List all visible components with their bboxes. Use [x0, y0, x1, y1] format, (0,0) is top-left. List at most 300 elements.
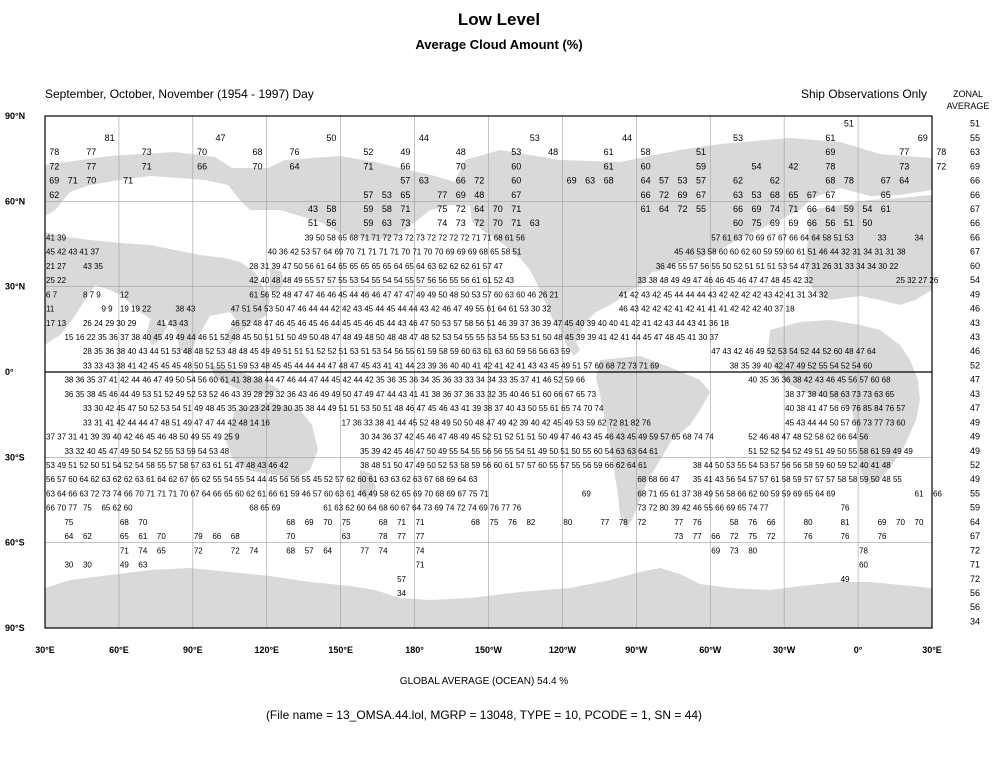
cloud-value-run: 66 — [933, 489, 942, 499]
cloud-value: 75 — [437, 204, 448, 214]
cloud-value: 66 — [197, 161, 208, 172]
cloud-value: 69 — [49, 175, 60, 186]
cloud-value: 73 — [899, 161, 910, 172]
cloud-value-run: 61 — [914, 489, 924, 499]
cloud-value: 69 — [825, 147, 836, 158]
cloud-value: 74 — [437, 218, 448, 229]
cloud-value: 67 — [825, 189, 836, 200]
cloud-value: 59 — [363, 204, 374, 214]
cloud-value: 44 — [622, 132, 633, 143]
cloud-value-run: 76 — [840, 532, 850, 542]
cloud-value: 47 — [215, 132, 226, 143]
cloud-value: 57 — [659, 175, 670, 186]
cloud-value-run: 77 — [360, 546, 370, 556]
longitude-label: 120°E — [254, 645, 280, 655]
zonal-average-value: 49 — [969, 474, 981, 485]
cloud-value: 53 — [677, 175, 688, 186]
cloud-value-run: 75 — [748, 532, 758, 542]
cloud-value: 61 — [880, 204, 891, 214]
cloud-value: 53 — [529, 132, 540, 143]
cloud-value: 71 — [511, 204, 522, 214]
cloud-value: 74 — [769, 204, 780, 214]
cloud-value: 77 — [86, 147, 97, 158]
cloud-value-run: 72 — [766, 532, 776, 542]
cloud-value-run: 75 — [489, 517, 499, 527]
cloud-value-run: 74 — [138, 546, 148, 556]
cloud-value: 72 — [936, 161, 947, 172]
cloud-value-run: 77 — [415, 532, 425, 542]
cloud-value-run: 36 46 55 57 56 55 50 52 51 51 51 53 54 47 31 26 31 33 34 34 30 22 — [655, 261, 899, 271]
cloud-value-run: 65 — [156, 546, 166, 556]
cloud-value-run: 25 32 27 26 — [896, 276, 939, 286]
cloud-value: 62 — [49, 189, 60, 200]
longitude-label: 30°E — [922, 645, 942, 655]
cloud-value-run: 33 33 43 38 41 42 45 45 45 48 50 51 55 51 59 53 48 45 45 44 44 44 47 48 47 45 43 41 41 44 23 39 36 40 40 41 42 41 42 41 43 43 45 49 51 57 60 68 72 73 71 69 — [82, 361, 660, 371]
cloud-value-run: 68 — [378, 517, 388, 527]
cloud-value-run: 77 — [692, 532, 702, 542]
cloud-value: 78 — [825, 161, 836, 172]
cloud-value-run: 45 46 53 58 60 60 62 60 59 59 60 61 51 46 44 32 31 34 31 31 38 — [674, 247, 906, 257]
longitude-label: 150°E — [328, 645, 353, 655]
cloud-value-run: 39 50 58 65 68 71 71 72 73 72 73 72 72 72 72 71 71 68 61 56 — [304, 233, 525, 243]
cloud-value-run: 66 — [212, 532, 222, 542]
zonal-average-value: 63 — [969, 147, 981, 158]
cloud-value-run: 47 43 42 46 49 52 53 54 52 44 52 60 48 47 64 — [711, 347, 876, 357]
cloud-value-run: 52 46 48 47 48 52 58 62 66 64 56 — [748, 432, 869, 442]
cloud-value: 69 — [769, 218, 780, 229]
cloud-value: 64 — [640, 175, 651, 186]
cloud-value-run: 38 36 35 37 41 42 44 46 47 49 50 54 56 60 61 41 38 38 44 47 46 44 47 44 45 42 44 42 35 36 35 36 34 35 36 33 33 34 34 33 35 37 41 46 52 59 66 — [64, 375, 585, 385]
cloud-value: 71 — [511, 218, 522, 229]
latitude-label: 60°N — [5, 196, 26, 207]
cloud-value-run: 42 40 48 48 49 55 57 57 55 53 54 55 54 54 55 57 56 56 55 56 61 61 52 43 — [249, 276, 514, 286]
cloud-value-run: 71 — [415, 560, 425, 570]
cloud-value-run: 73 72 80 39 42 46 55 66 69 65 74 77 — [637, 503, 769, 513]
cloud-value: 48 — [474, 189, 485, 200]
zonal-average-value: 43 — [969, 332, 981, 342]
zonal-average-value: 47 — [969, 403, 981, 414]
cloud-value-run: 61 63 62 60 64 68 60 67 64 73 69 74 72 74 69 76 77 76 — [323, 503, 522, 513]
cloud-value: 64 — [825, 204, 836, 214]
cloud-value: 48 — [455, 147, 466, 158]
cloud-value: 44 — [418, 132, 429, 143]
cloud-value: 61 — [603, 147, 614, 158]
cloud-value: 67 — [806, 189, 817, 200]
cloud-value: 53 — [381, 189, 392, 200]
cloud-value-run: 75 — [341, 517, 351, 527]
cloud-value: 67 — [880, 175, 891, 186]
cloud-value-run: 40 35 36 36 38 42 43 46 45 56 57 60 68 — [748, 375, 891, 385]
cloud-value: 59 — [696, 161, 707, 172]
cloud-value: 61 — [603, 161, 614, 172]
cloud-value: 54 — [751, 161, 762, 172]
cloud-value-run: 68 65 69 — [249, 503, 281, 513]
cloud-value: 65 — [880, 189, 891, 200]
cloud-value-run: 70 — [896, 517, 905, 527]
cloud-value-run: 72 — [230, 546, 240, 556]
cloud-value-run: 15 16 22 35 36 37 38 40 45 49 49 44 46 51 52 48 45 50 51 51 50 49 50 48 47 48 49 48 50 48 48 47 48 52 53 54 55 55 53 54 55 53 51 50 48 45 39 39 41 42 41 44 45 47 48 45 41 30 37 — [64, 333, 719, 342]
cloud-value-run: 38 43 — [175, 304, 196, 314]
cloud-value-run: 11 — [46, 304, 55, 314]
zonal-average-value: 66 — [969, 232, 981, 243]
cloud-value-run: 45 43 44 44 50 57 66 73 77 73 60 — [785, 418, 906, 428]
cloud-value-run: 78 — [618, 517, 628, 527]
longitude-label: 90°W — [625, 645, 648, 655]
cloud-value: 76 — [289, 147, 300, 158]
cloud-value: 66 — [806, 218, 817, 229]
cloud-value: 68 — [252, 147, 263, 158]
cloud-value-run: 68 71 65 61 37 38 49 56 58 66 62 60 59 59 69 65 64 69 — [637, 489, 836, 499]
cloud-value-run: 80 — [803, 517, 813, 527]
cloud-value: 66 — [400, 161, 411, 172]
season-label: September, October, November (1954 - 1997) Day — [45, 87, 314, 101]
zonal-average-value: 47 — [969, 374, 981, 385]
cloud-value-run: 82 — [526, 517, 536, 527]
cloud-value-run: 35 41 43 56 54 57 57 61 58 59 57 57 57 58 58 59 50 48 55 — [692, 475, 902, 485]
cloud-value: 57 — [400, 175, 411, 186]
cloud-value-run: 38 44 50 53 55 54 53 57 56 56 58 59 60 59 52 40 41 48 — [692, 461, 891, 470]
cloud-value: 62 — [769, 175, 780, 186]
longitude-label: 30°W — [773, 645, 796, 655]
cloud-value-run: 66 — [711, 532, 721, 542]
zonal-average-value: 43 — [969, 388, 981, 399]
cloud-value: 50 — [862, 218, 873, 229]
latitude-label: 90°S — [5, 623, 25, 633]
cloud-value: 69 — [917, 132, 928, 143]
zonal-average-value: 66 — [969, 218, 981, 229]
cloud-value-run: 38 35 39 40 42 47 49 52 55 54 52 54 60 — [729, 361, 873, 371]
cloud-value-run: 34 — [397, 589, 407, 598]
zonal-average-value: 46 — [969, 303, 981, 314]
cloud-value: 66 — [732, 204, 743, 214]
cloud-value-run: 80 — [748, 546, 758, 556]
cloud-value-run: 17 13 — [46, 318, 67, 328]
cloud-value: 71 — [141, 161, 152, 172]
cloud-value-run: 70 — [138, 517, 148, 527]
cloud-value-run: 30 — [64, 560, 74, 570]
cloud-value: 69 — [677, 189, 688, 200]
zonal-average-value: 54 — [969, 275, 981, 286]
cloud-value: 67 — [696, 189, 707, 200]
cloud-value: 65 — [400, 189, 411, 200]
cloud-value: 56 — [326, 218, 337, 229]
cloud-value-run: 70 — [323, 517, 333, 527]
zonal-average-value: 52 — [969, 360, 981, 371]
cloud-value-run: 62 — [82, 532, 92, 542]
cloud-value: 62 — [732, 175, 743, 186]
cloud-value-run: 65 62 60 — [101, 503, 133, 513]
cloud-value: 67 — [511, 189, 522, 200]
cloud-value: 61 — [825, 132, 836, 143]
global-average: GLOBAL AVERAGE (OCEAN) 54.4 % — [399, 676, 569, 687]
cloud-value: 66 — [455, 175, 466, 186]
cloud-value: 51 — [843, 118, 854, 129]
zonal-header-line-1: ZONAL — [952, 89, 983, 99]
longitude-label: 120°W — [548, 645, 576, 655]
longitude-label: 30°E — [35, 645, 55, 655]
cloud-value: 56 — [825, 218, 836, 229]
zonal-average-value: 49 — [969, 417, 981, 428]
cloud-value-run: 63 — [341, 532, 351, 542]
zonal-average-value: 52 — [969, 460, 981, 470]
cloud-value-run: 41 42 43 42 45 44 44 44 43 42 42 42 42 43 42 41 31 34 32 — [618, 290, 828, 300]
cloud-value: 69 — [751, 204, 762, 214]
zonal-average-value: 46 — [969, 346, 981, 357]
cloud-value-run: 75 — [82, 503, 92, 513]
cloud-value-run: 38 37 38 40 58 63 73 73 63 65 — [785, 389, 895, 399]
cloud-value: 69 — [455, 189, 466, 200]
cloud-value: 63 — [732, 189, 743, 200]
cloud-value-run: 9 9 — [101, 304, 113, 314]
cloud-value: 68 — [603, 175, 614, 186]
cloud-value-run: 74 — [415, 546, 425, 556]
cloud-value: 69 — [788, 218, 799, 229]
cloud-value-run: 43 35 — [82, 261, 103, 271]
cloud-value-run: 8 7 9 — [82, 290, 101, 300]
cloud-value: 72 — [455, 204, 466, 214]
cloud-value: 70 — [455, 161, 466, 172]
cloud-value-run: 63 — [138, 560, 148, 570]
cloud-value-run: 57 — [397, 574, 407, 584]
cloud-value: 73 — [455, 218, 466, 229]
cloud-value: 64 — [474, 204, 485, 214]
cloud-value-run: 74 — [249, 546, 259, 556]
cloud-value-run: 76 — [507, 517, 517, 527]
cloud-value-run: 58 — [729, 517, 739, 527]
cloud-value: 66 — [806, 204, 817, 214]
cloud-value-run: 61 — [138, 532, 148, 542]
cloud-value: 68 — [769, 189, 780, 200]
cloud-value: 61 — [640, 204, 651, 214]
cloud-value-run: 12 — [119, 290, 129, 300]
cloud-value: 63 — [381, 218, 392, 229]
cloud-value-run: 81 — [840, 517, 850, 527]
cloud-value: 58 — [381, 204, 392, 214]
cloud-value-run: 57 — [304, 546, 314, 556]
cloud-value: 63 — [585, 175, 596, 186]
zonal-average-value: 55 — [969, 132, 981, 143]
longitude-label: 90°E — [183, 645, 203, 655]
observation-note: Ship Observations Only — [800, 87, 927, 101]
land-south-america — [596, 356, 710, 528]
cloud-value: 70 — [252, 161, 263, 172]
cloud-value: 53 — [732, 132, 743, 143]
cloud-value-run: 71 — [415, 517, 425, 527]
cloud-value: 52 — [363, 147, 374, 158]
cloud-value: 77 — [437, 189, 448, 200]
cloud-value-run: 77 — [397, 532, 407, 542]
zonal-average-value: 34 — [969, 616, 981, 627]
latitude-label: 90°N — [5, 111, 26, 121]
cloud-value-run: 69 — [877, 517, 887, 527]
zonal-average-value: 49 — [969, 289, 981, 300]
cloud-value: 60 — [732, 218, 743, 229]
cloud-value: 60 — [511, 175, 522, 186]
zonal-average-value: 67 — [969, 204, 981, 214]
cloud-value: 72 — [659, 189, 670, 200]
cloud-value-run: 35 39 42 45 46 47 50 49 55 54 55 56 56 55 54 51 49 50 51 50 55 60 54 63 63 64 61 — [360, 446, 659, 456]
cloud-value: 70 — [492, 218, 503, 229]
longitude-label: 0° — [853, 645, 863, 655]
cloud-value: 71 — [123, 175, 134, 186]
cloud-value: 65 — [788, 189, 799, 200]
cloud-value-run: 45 42 43 41 37 — [46, 247, 100, 257]
cloud-value: 55 — [696, 204, 707, 214]
cloud-value-run: 73 — [674, 532, 684, 542]
cloud-value-run: 6 7 — [46, 290, 58, 300]
cloud-value-run: 68 — [471, 517, 480, 527]
cloud-value: 72 — [49, 161, 60, 172]
cloud-value-run: 33 32 40 45 47 49 50 54 52 55 53 59 54 53 48 — [64, 446, 230, 456]
cloud-value-run: 68 — [286, 517, 296, 527]
longitude-label: 180° — [405, 645, 424, 655]
cloud-value: 72 — [474, 175, 485, 186]
cloud-value: 48 — [548, 147, 559, 158]
cloud-value-run: 36 35 38 45 46 44 49 53 51 52 49 52 53 52 46 43 39 28 29 32 36 43 46 49 49 50 47 49 47 44 43 41 41 38 36 37 36 33 32 35 40 46 51 60 66 67 65 73 — [64, 389, 597, 399]
cloud-value-run: 49 — [840, 574, 850, 584]
cloud-value-run: 69 — [304, 517, 314, 527]
cloud-value-run: 64 — [323, 546, 333, 556]
cloud-value-run: 33 38 48 49 49 47 46 46 45 46 47 47 48 45 42 32 — [637, 276, 814, 286]
cloud-value: 71 — [400, 204, 411, 214]
cloud-value-run: 46 43 42 42 42 41 42 41 41 41 42 42 42 40 37 18 — [618, 304, 795, 314]
zonal-average-value: 49 — [969, 431, 981, 442]
cloud-value-run: 65 — [119, 532, 129, 542]
cloud-value-run: 76 — [877, 532, 887, 542]
cloud-value-run: 38 48 51 50 47 49 50 52 53 58 59 56 60 61 57 57 60 55 57 55 56 59 66 62 64 61 — [360, 461, 648, 470]
cloud-value-run: 28 35 36 38 40 43 44 51 53 48 48 52 53 48 48 45 49 49 51 51 51 52 52 51 53 51 53 54 56 55 61 59 58 59 60 63 61 63 60 59 56 56 63 59 — [82, 347, 571, 357]
cloud-value-run: 33 30 42 45 47 50 52 53 54 51 49 48 45 35 30 23 24 29 30 35 38 44 49 51 51 53 50 51 48 46 47 45 46 43 41 39 38 37 40 43 50 55 61 65 74 70 74 — [82, 404, 604, 414]
cloud-value-run: 33 — [877, 233, 887, 243]
cloud-value-run: 69 — [581, 489, 591, 499]
zonal-average-value: 56 — [969, 588, 981, 598]
cloud-value-run: 19 19 22 — [119, 304, 152, 314]
cloud-value: 71 — [67, 175, 78, 186]
cloud-value: 63 — [418, 175, 429, 186]
cloud-value-run: 57 61 63 70 69 67 67 66 64 64 58 51 53 — [711, 233, 854, 243]
cloud-value: 60 — [640, 161, 651, 172]
cloud-value: 71 — [788, 204, 799, 214]
cloud-value-run: 37 37 31 41 39 39 40 42 46 45 46 48 50 49 55 49 25 9 — [46, 432, 240, 442]
zonal-average-value: 59 — [969, 502, 981, 513]
cloud-value: 72 — [677, 204, 688, 214]
cloud-value-run: 68 68 66 47 — [637, 475, 680, 485]
cloud-value: 54 — [862, 204, 873, 214]
latitude-label: 30°S — [5, 452, 25, 463]
cloud-value: 70 — [197, 147, 208, 158]
cloud-value-run: 40 36 42 53 57 64 69 70 71 71 71 71 70 71 70 70 69 69 69 68 65 58 51 — [267, 247, 522, 257]
cloud-value: 53 — [511, 147, 522, 158]
cloud-value-run: 78 — [378, 532, 388, 542]
zonal-average-values — [970, 119, 980, 627]
cloud-value: 73 — [400, 218, 411, 229]
cloud-value: 51 — [843, 218, 854, 229]
cloud-value-run: 70 — [156, 532, 166, 542]
cloud-value-run: 66 — [766, 517, 776, 527]
cloud-value: 71 — [363, 161, 374, 172]
cloud-value: 73 — [141, 147, 152, 158]
cloud-value-run: 64 — [64, 532, 74, 542]
cloud-value: 72 — [474, 218, 485, 229]
cloud-value-run: 78 — [859, 546, 868, 556]
longitude-label: 150°W — [474, 645, 503, 655]
cloud-value: 49 — [400, 147, 411, 158]
cloud-value: 78 — [936, 147, 947, 158]
cloud-value-run: 28 31 39 47 50 56 61 64 65 65 65 65 65 64 65 64 63 62 62 62 61 57 47 — [249, 261, 503, 271]
cloud-value-run: 73 — [729, 546, 739, 556]
latitude-label: 60°S — [5, 537, 25, 548]
zonal-average-value: 51 — [969, 118, 981, 129]
cloud-value-run: 72 — [637, 517, 647, 527]
cloud-value-run: 30 34 36 37 42 45 46 47 48 49 45 52 51 52 51 51 50 49 47 46 43 45 46 43 45 49 59 57 65 68 74 74 — [360, 432, 714, 442]
cloud-value: 75 — [751, 218, 762, 229]
zonal-average-value: 67 — [969, 246, 981, 257]
cloud-value-run: 74 — [378, 546, 388, 556]
cloud-value-run: 68 — [230, 532, 240, 542]
cloud-value-run: 61 56 52 48 47 47 46 46 45 44 46 46 47 47 47 49 49 50 48 50 53 57 60 63 60 46 26 21 — [249, 290, 559, 300]
cloud-value: 68 — [825, 175, 836, 186]
chart-title: Low Level — [457, 10, 541, 29]
cloud-value: 78 — [843, 175, 854, 186]
cloud-value-run: 68 — [286, 546, 296, 556]
zonal-average-value: 71 — [969, 559, 981, 570]
cloud-value-run: 76 — [803, 532, 813, 542]
cloud-value-run: 79 — [193, 532, 203, 542]
cloud-value-run: 76 — [692, 517, 702, 527]
cloud-value-run: 41 39 — [46, 233, 67, 243]
longitude-label: 60°E — [109, 645, 129, 655]
latitude-label: 0° — [5, 367, 14, 377]
cloud-value: 57 — [696, 175, 707, 186]
cloud-value-run: 76 — [840, 503, 850, 513]
cloud-value-run: 72 — [193, 546, 203, 556]
latitude-label: 30°N — [5, 281, 26, 292]
cloud-value-run: 33 31 41 42 44 44 47 48 51 49 47 47 44 42 48 14 16 — [82, 418, 270, 428]
cloud-value-run: 69 — [711, 546, 721, 556]
zonal-average-value: 66 — [969, 189, 981, 200]
cloud-value-run: 60 — [859, 560, 868, 570]
cloud-value: 64 — [899, 175, 910, 186]
cloud-value: 81 — [104, 132, 115, 143]
cloud-value: 77 — [86, 161, 97, 172]
cloud-value: 60 — [511, 161, 522, 172]
cloud-value: 70 — [492, 204, 503, 214]
cloud-value-run: 49 — [119, 560, 129, 570]
chart-subtitle: Average Cloud Amount (%) — [415, 37, 583, 52]
cloud-value-run: 34 — [914, 233, 924, 243]
zonal-average-value: 43 — [969, 317, 981, 328]
cloud-value-run: 71 — [119, 546, 129, 556]
cloud-value: 69 — [566, 175, 577, 186]
cloud-value-run: 41 43 43 — [156, 318, 189, 328]
cloud-value: 70 — [86, 175, 97, 186]
cloud-value: 77 — [899, 147, 910, 158]
longitude-label: 60°W — [699, 645, 722, 655]
file-info: (File name = 13_OMSA.44.lol, MGRP = 13048, TYPE = 10, PCODE = 1, SN = 44) — [265, 708, 703, 722]
cloud-value-run: 70 — [914, 517, 924, 527]
cloud-value-run: 77 — [600, 517, 610, 527]
cloud-value-run: 53 49 51 52 50 51 54 52 54 58 55 57 58 57 63 61 51 47 48 43 46 42 — [46, 461, 289, 470]
cloud-value-run: 71 — [397, 517, 407, 527]
zonal-average-value: 60 — [969, 260, 981, 271]
zonal-average-value: 69 — [969, 161, 981, 172]
zonal-average-value: 67 — [969, 531, 981, 542]
cloud-value-run: 26 24 29 30 29 — [82, 318, 137, 328]
cloud-value: 50 — [326, 132, 337, 143]
cloud-value-run: 63 64 66 63 72 73 74 66 70 71 71 71 70 67 64 66 65 60 62 61 66 61 59 46 57 60 63 61 46 49 58 62 65 69 70 68 69 67 75 71 — [46, 489, 489, 499]
cloud-value-run: 47 51 54 53 50 47 46 44 44 42 42 43 45 44 45 44 44 43 42 46 47 49 55 61 64 61 53 30 32 — [230, 304, 552, 314]
cloud-value: 43 — [307, 204, 318, 214]
